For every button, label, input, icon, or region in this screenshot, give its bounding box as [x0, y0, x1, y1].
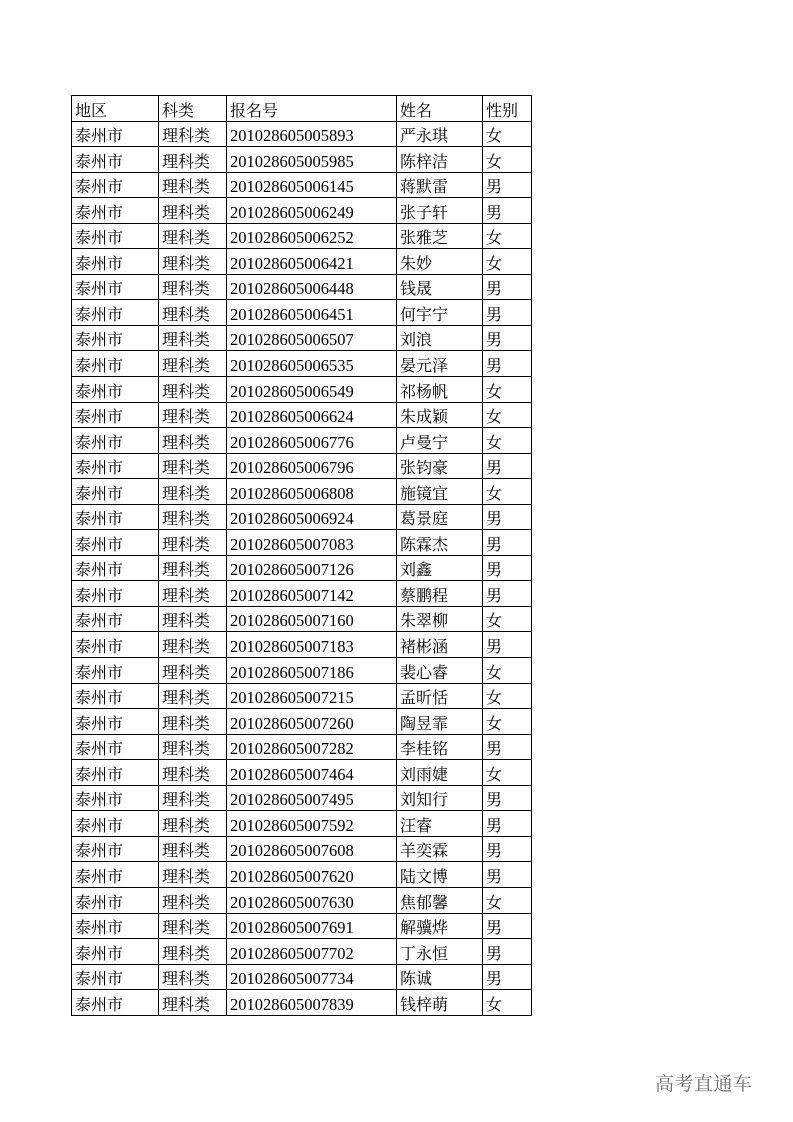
cell-category: 理科类	[159, 734, 227, 760]
cell-category: 理科类	[159, 223, 227, 249]
cell-registration-number: 201028605007592	[227, 811, 397, 837]
table-row	[72, 785, 532, 811]
cell-region: 泰州市	[72, 504, 159, 530]
cell-gender: 女	[483, 402, 532, 428]
cell-region: 泰州市	[72, 428, 159, 454]
cell-registration-number: 201028605007260	[227, 709, 397, 735]
admissions-table	[71, 95, 532, 1016]
cell-name: 钱晟	[397, 274, 483, 300]
cell-gender: 男	[483, 913, 532, 939]
table-row	[72, 147, 532, 173]
cell-region: 泰州市	[72, 913, 159, 939]
cell-name: 汪睿	[397, 811, 483, 837]
cell-registration-number: 201028605006448	[227, 274, 397, 300]
cell-region: 泰州市	[72, 300, 159, 326]
header-region: 地区	[72, 96, 159, 122]
cell-registration-number: 201028605007734	[227, 964, 397, 990]
cell-gender: 男	[483, 964, 532, 990]
cell-name: 何宇宁	[397, 300, 483, 326]
cell-registration-number: 201028605007083	[227, 530, 397, 556]
cell-name: 陶昱霏	[397, 709, 483, 735]
cell-gender: 女	[483, 479, 532, 505]
cell-registration-number: 201028605007183	[227, 632, 397, 658]
table-body	[72, 121, 532, 1015]
cell-gender: 男	[483, 836, 532, 862]
cell-registration-number: 201028605006451	[227, 300, 397, 326]
cell-category: 理科类	[159, 581, 227, 607]
table-row	[72, 249, 532, 275]
table-row	[72, 760, 532, 786]
cell-name: 晏元泽	[397, 351, 483, 377]
cell-registration-number: 201028605006145	[227, 172, 397, 198]
cell-category: 理科类	[159, 632, 227, 658]
table-row	[72, 862, 532, 888]
cell-registration-number: 201028605007495	[227, 785, 397, 811]
table-row	[72, 198, 532, 224]
cell-gender: 男	[483, 555, 532, 581]
cell-region: 泰州市	[72, 172, 159, 198]
cell-registration-number: 201028605007215	[227, 683, 397, 709]
cell-category: 理科类	[159, 300, 227, 326]
table-row	[72, 709, 532, 735]
table-row	[72, 274, 532, 300]
cell-gender: 女	[483, 147, 532, 173]
cell-category: 理科类	[159, 964, 227, 990]
table-row	[72, 964, 532, 990]
cell-registration-number: 201028605006549	[227, 377, 397, 403]
cell-gender: 女	[483, 760, 532, 786]
cell-registration-number: 201028605007620	[227, 862, 397, 888]
table-row	[72, 990, 532, 1016]
cell-category: 理科类	[159, 785, 227, 811]
cell-region: 泰州市	[72, 836, 159, 862]
cell-region: 泰州市	[72, 632, 159, 658]
cell-gender: 女	[483, 223, 532, 249]
cell-gender: 男	[483, 351, 532, 377]
cell-category: 理科类	[159, 172, 227, 198]
cell-name: 钱梓萌	[397, 990, 483, 1016]
cell-registration-number: 201028605007160	[227, 606, 397, 632]
cell-category: 理科类	[159, 555, 227, 581]
cell-name: 李桂铭	[397, 734, 483, 760]
cell-category: 理科类	[159, 147, 227, 173]
cell-category: 理科类	[159, 709, 227, 735]
cell-name: 朱妙	[397, 249, 483, 275]
cell-gender: 女	[483, 121, 532, 147]
header-name: 姓名	[397, 96, 483, 122]
cell-registration-number: 201028605006924	[227, 504, 397, 530]
cell-category: 理科类	[159, 606, 227, 632]
table-row	[72, 223, 532, 249]
cell-name: 祁杨帆	[397, 377, 483, 403]
cell-gender: 男	[483, 632, 532, 658]
cell-name: 蔡鹏程	[397, 581, 483, 607]
cell-region: 泰州市	[72, 785, 159, 811]
cell-category: 理科类	[159, 274, 227, 300]
table-row	[72, 555, 532, 581]
cell-gender: 男	[483, 581, 532, 607]
cell-name: 丁永恒	[397, 939, 483, 965]
cell-name: 刘鑫	[397, 555, 483, 581]
table-row	[72, 428, 532, 454]
cell-registration-number: 201028605007630	[227, 887, 397, 913]
table-row	[72, 377, 532, 403]
cell-registration-number: 201028605005893	[227, 121, 397, 147]
cell-name: 蒋默雷	[397, 172, 483, 198]
cell-registration-number: 201028605005985	[227, 147, 397, 173]
cell-registration-number: 201028605007142	[227, 581, 397, 607]
cell-region: 泰州市	[72, 658, 159, 684]
cell-category: 理科类	[159, 913, 227, 939]
cell-name: 刘知行	[397, 785, 483, 811]
table-row	[72, 811, 532, 837]
watermark-text: 高考直通车	[655, 1073, 753, 1095]
cell-name: 严永琪	[397, 121, 483, 147]
cell-gender: 女	[483, 606, 532, 632]
cell-name: 张子轩	[397, 198, 483, 224]
cell-registration-number: 201028605006624	[227, 402, 397, 428]
cell-category: 理科类	[159, 325, 227, 351]
cell-gender: 男	[483, 785, 532, 811]
cell-region: 泰州市	[72, 964, 159, 990]
cell-gender: 男	[483, 811, 532, 837]
cell-category: 理科类	[159, 760, 227, 786]
cell-registration-number: 201028605007839	[227, 990, 397, 1016]
cell-category: 理科类	[159, 862, 227, 888]
cell-name: 施镜宜	[397, 479, 483, 505]
cell-registration-number: 201028605007608	[227, 836, 397, 862]
cell-name: 张雅芝	[397, 223, 483, 249]
cell-gender: 男	[483, 300, 532, 326]
cell-gender: 女	[483, 428, 532, 454]
cell-region: 泰州市	[72, 555, 159, 581]
cell-category: 理科类	[159, 939, 227, 965]
cell-name: 刘浪	[397, 325, 483, 351]
table-row	[72, 658, 532, 684]
cell-category: 理科类	[159, 887, 227, 913]
cell-registration-number: 201028605006249	[227, 198, 397, 224]
cell-gender: 男	[483, 504, 532, 530]
table-row	[72, 453, 532, 479]
cell-name: 朱翠柳	[397, 606, 483, 632]
cell-gender: 男	[483, 862, 532, 888]
cell-gender: 男	[483, 325, 532, 351]
cell-name: 卢曼宁	[397, 428, 483, 454]
table-row	[72, 402, 532, 428]
cell-name: 裴心睿	[397, 658, 483, 684]
table-row	[72, 300, 532, 326]
cell-region: 泰州市	[72, 479, 159, 505]
cell-region: 泰州市	[72, 887, 159, 913]
cell-category: 理科类	[159, 811, 227, 837]
table-row	[72, 172, 532, 198]
table-row	[72, 581, 532, 607]
cell-category: 理科类	[159, 249, 227, 275]
cell-name: 陆文博	[397, 862, 483, 888]
cell-region: 泰州市	[72, 325, 159, 351]
cell-gender: 女	[483, 709, 532, 735]
cell-name: 刘雨婕	[397, 760, 483, 786]
cell-region: 泰州市	[72, 121, 159, 147]
cell-region: 泰州市	[72, 453, 159, 479]
cell-name: 陈诚	[397, 964, 483, 990]
table-row	[72, 632, 532, 658]
cell-name: 解骥烨	[397, 913, 483, 939]
cell-region: 泰州市	[72, 351, 159, 377]
cell-region: 泰州市	[72, 581, 159, 607]
cell-category: 理科类	[159, 198, 227, 224]
cell-region: 泰州市	[72, 811, 159, 837]
cell-registration-number: 201028605006421	[227, 249, 397, 275]
cell-name: 褚彬涵	[397, 632, 483, 658]
table-row	[72, 504, 532, 530]
cell-registration-number: 201028605007702	[227, 939, 397, 965]
cell-region: 泰州市	[72, 198, 159, 224]
table-row	[72, 887, 532, 913]
cell-name: 陈霖杰	[397, 530, 483, 556]
table-row	[72, 479, 532, 505]
cell-region: 泰州市	[72, 377, 159, 403]
cell-category: 理科类	[159, 479, 227, 505]
cell-category: 理科类	[159, 683, 227, 709]
cell-gender: 女	[483, 249, 532, 275]
cell-region: 泰州市	[72, 683, 159, 709]
cell-category: 理科类	[159, 402, 227, 428]
cell-region: 泰州市	[72, 274, 159, 300]
cell-registration-number: 201028605007186	[227, 658, 397, 684]
cell-category: 理科类	[159, 530, 227, 556]
cell-gender: 男	[483, 274, 532, 300]
cell-registration-number: 201028605006507	[227, 325, 397, 351]
cell-gender: 女	[483, 990, 532, 1016]
table-row	[72, 530, 532, 556]
cell-name: 张钧豪	[397, 453, 483, 479]
cell-gender: 男	[483, 453, 532, 479]
cell-name: 焦郁馨	[397, 887, 483, 913]
cell-region: 泰州市	[72, 990, 159, 1016]
cell-gender: 男	[483, 530, 532, 556]
cell-registration-number: 201028605007691	[227, 913, 397, 939]
cell-region: 泰州市	[72, 862, 159, 888]
header-registration-number: 报名号	[227, 96, 397, 122]
cell-category: 理科类	[159, 504, 227, 530]
cell-registration-number: 201028605006776	[227, 428, 397, 454]
cell-region: 泰州市	[72, 530, 159, 556]
cell-gender: 男	[483, 734, 532, 760]
table-row	[72, 121, 532, 147]
cell-gender: 女	[483, 683, 532, 709]
cell-registration-number: 201028605006796	[227, 453, 397, 479]
table-row	[72, 351, 532, 377]
table-row	[72, 325, 532, 351]
cell-category: 理科类	[159, 453, 227, 479]
cell-category: 理科类	[159, 658, 227, 684]
table-row	[72, 836, 532, 862]
header-gender: 性别	[483, 96, 532, 122]
cell-registration-number: 201028605007464	[227, 760, 397, 786]
cell-gender: 男	[483, 172, 532, 198]
table-row	[72, 734, 532, 760]
header-category: 科类	[159, 96, 227, 122]
cell-registration-number: 201028605006535	[227, 351, 397, 377]
cell-category: 理科类	[159, 351, 227, 377]
cell-region: 泰州市	[72, 939, 159, 965]
cell-region: 泰州市	[72, 606, 159, 632]
cell-region: 泰州市	[72, 249, 159, 275]
cell-category: 理科类	[159, 836, 227, 862]
cell-region: 泰州市	[72, 709, 159, 735]
cell-gender: 女	[483, 887, 532, 913]
cell-category: 理科类	[159, 121, 227, 147]
table-row	[72, 913, 532, 939]
cell-registration-number: 201028605007126	[227, 555, 397, 581]
table-header-row	[72, 96, 532, 122]
cell-region: 泰州市	[72, 734, 159, 760]
cell-registration-number: 201028605006252	[227, 223, 397, 249]
cell-category: 理科类	[159, 377, 227, 403]
cell-region: 泰州市	[72, 760, 159, 786]
cell-registration-number: 201028605007282	[227, 734, 397, 760]
cell-name: 陈梓洁	[397, 147, 483, 173]
cell-category: 理科类	[159, 990, 227, 1016]
cell-gender: 女	[483, 377, 532, 403]
cell-region: 泰州市	[72, 402, 159, 428]
cell-region: 泰州市	[72, 147, 159, 173]
cell-name: 葛景庭	[397, 504, 483, 530]
cell-category: 理科类	[159, 428, 227, 454]
cell-gender: 男	[483, 198, 532, 224]
cell-gender: 女	[483, 658, 532, 684]
cell-name: 朱成颖	[397, 402, 483, 428]
cell-registration-number: 201028605006808	[227, 479, 397, 505]
cell-name: 孟昕恬	[397, 683, 483, 709]
table-row	[72, 939, 532, 965]
cell-gender: 男	[483, 939, 532, 965]
table-row	[72, 606, 532, 632]
cell-name: 羊奕霖	[397, 836, 483, 862]
cell-region: 泰州市	[72, 223, 159, 249]
table-row	[72, 683, 532, 709]
